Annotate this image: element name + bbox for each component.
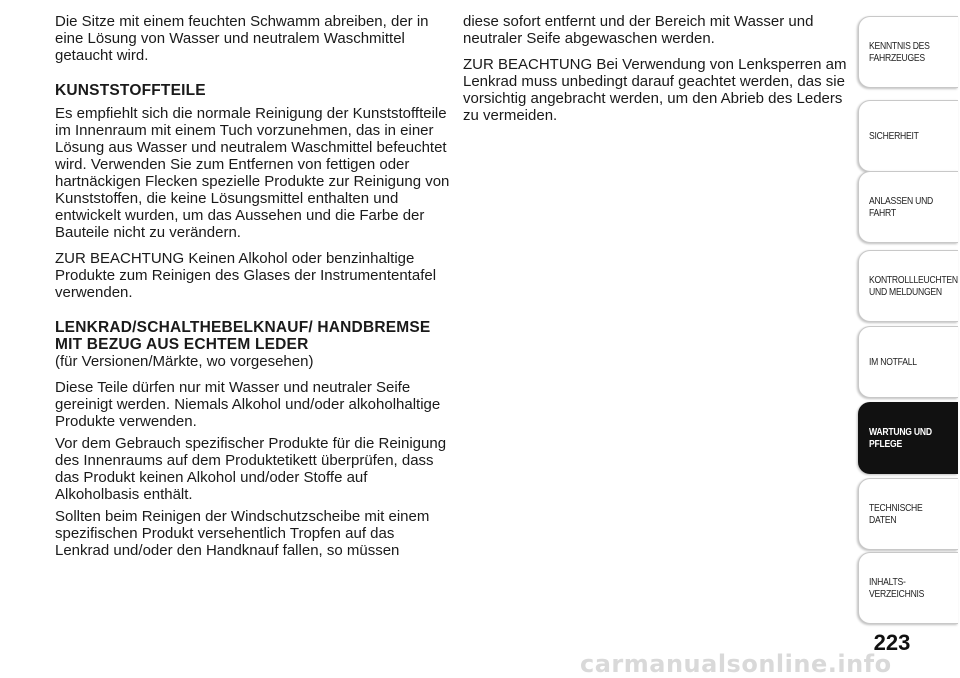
page-number: 223 (873, 630, 911, 655)
watermark: carmanualsonline.info (580, 650, 892, 678)
tab-inhaltsverzeichnis[interactable]: INHALTS- VERZEICHNIS (858, 552, 958, 624)
heading-lenkrad-leder: LENKRAD/SCHALTHEBELKNAUF/ HANDBREMSE MIT BEZUG AUS ECHTEM LEDER (55, 319, 431, 353)
tab-im-notfall[interactable]: IM NOTFALL (858, 326, 958, 398)
paragraph-seats: Die Sitze mit einem feuchten Schwamm abreiben, der in eine Lösung von Wasser und neutralem Waschmittel getaucht wird. (55, 13, 429, 64)
paragraph-windscreen-drops: Sollten beim Reinigen der Windschutzscheibe mit einem spezifischen Produkt versehentlich Tropfen auf das Lenkrad und/oder den Handknauf fallen, so müssen (55, 508, 430, 559)
chapter-tabs (858, 0, 960, 678)
paragraph-leather-cleaning: Diese Teile dürfen nur mit Wasser und neutraler Seife gereinigt werden. Niemals Alkohol und/oder alkoholhaltige Produkte verwenden. (55, 379, 441, 430)
note-steering-lock: ZUR BEACHTUNG Bei Verwendung von Lenksperren am Lenkrad muss unbedingt darauf geachtet werden, das sie vorsichtig angebracht werden, um den Abrieb des Leders zu vermeiden. (463, 56, 847, 124)
right-column (463, 13, 848, 133)
paragraph-product-check: Vor dem Gebrauch spezifischer Produkte für die Reinigung des Innenraums auf dem Produktetikett überprüfen, dass das Produkt keinen Alkohol und/oder Stoffe auf Alkoholbasis enthält. (55, 435, 447, 503)
tab-kontrollleuchten[interactable]: KONTROLLLEUCHTEN UND MELDUNGEN (858, 250, 958, 322)
paragraph-wash-off: diese sofort entfernt und der Bereich mit Wasser und neutraler Seife abgewaschen werden. (463, 13, 814, 47)
paragraph-plastic-cleaning: Es empfiehlt sich die normale Reinigung der Kunststoffteile im Innenraum mit einem Tuch vorzunehmen, das in einer Lösung aus Wasser und neutralem Waschmittel befeuchtet wird. Verwenden Sie zum Entfernen von fettigen oder hartnäckigen Flecken spezielle Produkte zur Reinigung von Kunststoffen, die keine Lösungsmittel enthalten und entwickelt wurden, um das Aussehen und die Farbe der Bauteile nicht zu verändern. (55, 105, 450, 241)
tab-kenntnis-des-fahrzeuges[interactable]: KENNTNIS DES FAHRZEUGES (858, 16, 958, 88)
tab-technische-daten[interactable]: TECHNISCHE DATEN (858, 478, 958, 550)
heading-kunststoffteile: KUNSTSTOFFTEILE (55, 82, 206, 99)
version-note: (für Versionen/Märkte, wo vorgesehen) (55, 353, 314, 370)
tab-anlassen-und-fahrt[interactable]: ANLASSEN UND FAHRT (858, 171, 958, 243)
tab-sicherheit[interactable]: SICHERHEIT (858, 100, 958, 172)
note-instrument-panel: ZUR BEACHTUNG Keinen Alkohol oder benzinhaltige Produkte zum Reinigen des Glases der Instrumententafel verwenden. (55, 250, 437, 301)
left-column (55, 13, 450, 564)
tab-wartung-und-pflege[interactable]: WARTUNG UND PFLEGE (858, 402, 958, 474)
